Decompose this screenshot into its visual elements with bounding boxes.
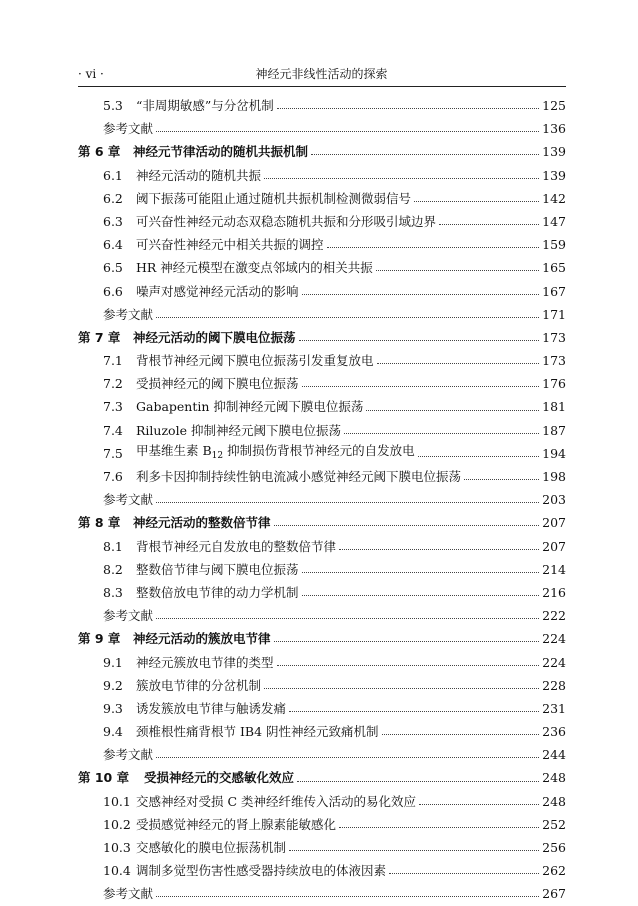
toc-entry-page: 248 (542, 793, 566, 809)
dot-leader (274, 525, 540, 526)
dot-leader (366, 410, 539, 411)
dot-leader (327, 247, 540, 248)
toc-entry-number: 7.6 (103, 469, 123, 484)
dot-leader (339, 827, 539, 828)
toc-section-entry[interactable] (78, 859, 566, 882)
running-header (78, 66, 565, 82)
toc-entry-page: 139 (542, 167, 566, 183)
toc-entry-title-text: 甲基维生素 B (136, 442, 212, 458)
dot-leader (464, 479, 539, 480)
dot-leader (297, 781, 539, 782)
toc-entry-number: 10.4 (103, 863, 131, 879)
toc-entry-title-text: 受损神经元的阈下膜电位振荡 (136, 376, 299, 392)
toc-entry-title (136, 535, 336, 558)
toc-entry-title (136, 187, 411, 210)
toc-section-entry[interactable] (78, 674, 566, 697)
toc-references-entry[interactable] (78, 303, 566, 326)
dot-leader (264, 688, 539, 689)
toc-entry-title (133, 140, 308, 163)
toc-entry-title (136, 372, 299, 395)
dot-leader (414, 201, 539, 202)
header-rule (78, 86, 566, 87)
toc-entry-title-text: 背根节神经元自发放电的整数倍节律 (136, 538, 337, 554)
toc-references-entry[interactable] (78, 743, 566, 766)
toc-entry-page: 187 (542, 422, 566, 438)
toc-entry-title-text: 整数倍放电节律的动力学机制 (136, 584, 299, 600)
dot-leader (289, 850, 539, 851)
dot-leader (302, 386, 540, 387)
toc-entry-title-text: 可兴奋性神经元动态双稳态随机共振和分形吸引域边界 (136, 213, 437, 229)
dot-leader (418, 456, 540, 457)
toc-entry-page: 139 (542, 144, 566, 160)
dot-leader (277, 665, 540, 666)
toc-entry-title (136, 558, 299, 581)
toc-entry-page: 171 (542, 306, 566, 322)
dot-leader (277, 108, 539, 109)
toc-entry-number: 6.3 (103, 213, 123, 229)
dot-leader (419, 804, 539, 805)
dot-leader (156, 131, 539, 132)
toc-entry-number: 7.2 (103, 376, 123, 392)
dot-leader (156, 896, 539, 897)
toc-entry-page: 244 (542, 747, 566, 763)
toc-section-entry[interactable] (78, 558, 566, 581)
toc-entry-page: 222 (542, 608, 566, 624)
toc-entry-page: 165 (542, 260, 566, 276)
toc-entry-page: 236 (542, 724, 566, 740)
toc-chapter-entry[interactable] (78, 140, 566, 163)
toc-entry-page: 228 (542, 677, 566, 693)
toc-entry-title (136, 674, 261, 697)
toc-entry-title (136, 859, 386, 882)
toc-entry-title-text: HR 神经元模型在激变点邻域内的相关共振 (136, 260, 373, 276)
dot-leader (339, 549, 539, 550)
toc-entry-page: 256 (542, 840, 566, 855)
toc-entry-number: 7.5 (103, 445, 123, 461)
page-number: · vi · (78, 67, 104, 81)
dot-leader (274, 641, 540, 642)
toc-section-entry[interactable] (78, 442, 566, 465)
toc-entry-title-text: Gabapentin 抑制神经元阈下膜电位振荡 (136, 399, 364, 415)
toc-entry-title (103, 604, 153, 627)
toc-entry-title (136, 697, 286, 720)
toc-entry-number: 第 10 章 (78, 770, 130, 786)
toc-section-entry[interactable] (78, 465, 566, 488)
table-of-contents (78, 94, 566, 906)
toc-entry-title (133, 511, 271, 534)
toc-entry-title-text: 阈下振荡可能阻止通过随机共振机制检测微弱信号 (136, 190, 412, 206)
toc-entry-number: 7.4 (103, 422, 123, 438)
toc-section-entry[interactable] (78, 790, 566, 813)
toc-section-entry[interactable] (78, 836, 566, 859)
toc-chapter-entry[interactable] (78, 511, 566, 534)
dot-leader (376, 270, 539, 271)
dot-leader (302, 572, 540, 573)
toc-entry-number: 10.1 (103, 793, 131, 809)
toc-entry-title (136, 94, 274, 117)
toc-entry-title-text: 参考文献 (103, 747, 154, 763)
toc-entry-title-text: 交感敏化的膜电位振荡机制 (136, 840, 287, 855)
toc-entry-title-continuation: 抑制损伤背根节神经元的自发放电 (223, 442, 415, 458)
toc-entry-title (103, 117, 153, 140)
toc-section-entry[interactable] (78, 697, 566, 720)
toc-entry-title (136, 581, 299, 604)
toc-entry-title-text: 噪声对感觉神经元活动的影响 (136, 283, 299, 299)
toc-references-entry[interactable] (78, 604, 566, 627)
toc-entry-page: 173 (542, 353, 566, 369)
dot-leader (389, 873, 539, 874)
toc-entry-title-text: 簇放电节律的分岔机制 (136, 677, 262, 693)
toc-section-entry[interactable] (78, 581, 566, 604)
toc-entry-title (136, 651, 274, 674)
toc-section-entry[interactable] (78, 813, 566, 836)
toc-entry-number: 9.3 (103, 700, 123, 716)
toc-entry-title-text: 神经元簇放电节律的类型 (136, 654, 274, 670)
toc-entry-number: 9.1 (103, 654, 123, 670)
dot-leader (289, 711, 539, 712)
toc-entry-title-text: 神经元活动的簇放电节律 (133, 631, 271, 647)
toc-entry-page: 214 (542, 561, 566, 577)
dot-leader (156, 317, 539, 318)
toc-entry-title-text: 可兴奋性神经元中相关共振的调控 (136, 237, 324, 253)
toc-references-entry[interactable] (78, 882, 566, 905)
toc-entry-page: 125 (542, 98, 566, 113)
toc-entry-title-text: 参考文献 (103, 121, 154, 137)
toc-section-entry[interactable] (78, 164, 566, 187)
toc-entry-number: 8.2 (103, 561, 123, 577)
toc-entry-page: 262 (542, 863, 566, 879)
toc-entry-title (136, 233, 324, 256)
book-title: 神经元非线性活动的探索 (255, 67, 388, 81)
toc-section-entry[interactable] (78, 395, 566, 418)
toc-entry-page: 147 (542, 213, 566, 229)
dot-leader (377, 363, 540, 364)
toc-entry-title (136, 280, 299, 303)
toc-section-entry[interactable] (78, 535, 566, 558)
toc-entry-page: 248 (542, 770, 566, 786)
toc-entry-number: 6.5 (103, 260, 123, 276)
toc-section-entry[interactable] (78, 651, 566, 674)
toc-entry-title-text: 整数倍节律与阈下膜电位振荡 (136, 561, 299, 577)
toc-entry-title-text: 颈椎根性痛背根节 IB4 阴性神经元致痛机制 (136, 724, 379, 740)
toc-section-entry[interactable] (78, 372, 566, 395)
toc-entry-page: 207 (542, 515, 566, 531)
toc-entry-number: 10.3 (103, 840, 131, 855)
toc-chapter-entry[interactable] (78, 766, 566, 789)
toc-section-entry[interactable] (78, 233, 566, 256)
toc-entry-title (103, 743, 153, 766)
toc-entry-number: 6.1 (103, 167, 123, 183)
toc-section-entry[interactable] (78, 210, 566, 233)
toc-entry-title-subscript: 12 (211, 450, 224, 461)
toc-entry-number: 第 7 章 (78, 329, 121, 345)
toc-entry-page: 252 (542, 816, 566, 832)
toc-entry-number: 6.2 (103, 190, 123, 206)
toc-section-entry[interactable] (78, 94, 566, 117)
toc-chapter-entry[interactable] (78, 627, 566, 650)
toc-entry-number: 第 8 章 (78, 515, 121, 531)
toc-section-entry[interactable] (78, 280, 566, 303)
toc-entry-page: 176 (542, 376, 566, 392)
toc-entry-title-text: 背根节神经元阈下膜电位振荡引发重复放电 (136, 353, 374, 369)
toc-entry-title (136, 256, 373, 279)
dot-leader (156, 502, 539, 503)
toc-entry-page: 173 (542, 329, 566, 345)
toc-entry-number: 9.4 (103, 724, 123, 740)
toc-entry-title-text: 利多卡因抑制持续性钠电流减小感觉神经元阈下膜电位振荡 (136, 469, 462, 484)
toc-entry-title-text: 神经元活动的随机共振 (136, 167, 262, 183)
toc-entry-number: 6.6 (103, 283, 123, 299)
toc-entry-title (144, 766, 294, 789)
toc-section-entry[interactable] (78, 187, 566, 210)
toc-entry-page: 231 (542, 700, 566, 716)
toc-entry-title (136, 836, 286, 859)
toc-entry-title-text: Riluzole 抑制神经元阈下膜电位振荡 (136, 422, 341, 438)
toc-section-entry[interactable] (78, 349, 566, 372)
toc-entry-page: 207 (542, 538, 566, 554)
toc-entry-number: 8.3 (103, 584, 123, 600)
toc-section-entry[interactable] (78, 720, 566, 743)
toc-references-entry[interactable] (78, 117, 566, 140)
toc-entry-title-text: “非周期敏感”与分岔机制 (136, 98, 274, 113)
toc-entry-title (136, 720, 379, 743)
toc-entry-page: 167 (542, 283, 566, 299)
toc-entry-title-text: 参考文献 (103, 306, 154, 322)
toc-entry-title-text: 受损感觉神经元的肾上腺素能敏感化 (136, 816, 337, 832)
toc-entry-page: 203 (542, 492, 566, 508)
toc-entry-page: 224 (542, 654, 566, 670)
toc-entry-title (136, 210, 436, 233)
toc-entry-number: 第 9 章 (78, 631, 121, 647)
toc-entry-page: 224 (542, 631, 566, 647)
toc-entry-page: 198 (542, 469, 566, 484)
toc-entry-page: 142 (542, 190, 566, 206)
toc-entry-title-text: 神经元活动的整数倍节律 (133, 515, 271, 531)
toc-entry-page: 267 (542, 886, 566, 902)
toc-entry-title-text: 参考文献 (103, 492, 154, 508)
toc-entry-page: 136 (542, 121, 566, 137)
toc-entry-title (133, 326, 296, 349)
dot-leader (156, 618, 539, 619)
toc-entry-number: 7.3 (103, 399, 123, 415)
toc-references-entry[interactable] (78, 488, 566, 511)
toc-entry-title (136, 813, 336, 836)
toc-entry-title (136, 439, 415, 468)
toc-entry-title-text: 参考文献 (103, 886, 154, 902)
toc-entry-title-text: 神经元活动的阈下膜电位振荡 (133, 329, 296, 345)
toc-entry-title (136, 395, 363, 418)
toc-entry-page: 216 (542, 584, 566, 600)
toc-entry-title (136, 465, 461, 488)
dot-leader (344, 433, 539, 434)
dot-leader (299, 340, 540, 341)
dot-leader (439, 224, 539, 225)
toc-entry-page: 181 (542, 399, 566, 415)
toc-entry-number: 第 6 章 (78, 144, 121, 160)
toc-entry-title-text: 诱发簇放电节律与触诱发痛 (136, 700, 287, 716)
toc-entry-page: 159 (542, 237, 566, 253)
toc-entry-number: 8.1 (103, 538, 123, 554)
toc-entry-number: 9.2 (103, 677, 123, 693)
toc-entry-title (136, 790, 416, 813)
toc-entry-title-text: 交感神经对受损 C 类神经纤维传入活动的易化效应 (136, 793, 417, 809)
toc-entry-title-text: 调制多觉型伤害性感受器持续放电的体液因素 (136, 863, 387, 879)
toc-entry-number: 6.4 (103, 237, 123, 253)
toc-entry-title-text: 神经元节律活动的随机共振机制 (133, 144, 309, 160)
toc-entry-number: 10.2 (103, 816, 131, 832)
toc-entry-number: 7.1 (103, 353, 123, 369)
toc-entry-title (136, 164, 261, 187)
toc-entry-title-text: 受损神经元的交感敏化效应 (144, 770, 295, 786)
toc-entry-title (103, 882, 153, 905)
dot-leader (156, 757, 539, 758)
dot-leader (302, 294, 540, 295)
toc-entry-title-text: 参考文献 (103, 608, 154, 624)
toc-entry-title (133, 627, 271, 650)
toc-section-entry[interactable] (78, 256, 566, 279)
dot-leader (302, 595, 540, 596)
toc-chapter-entry[interactable] (78, 326, 566, 349)
dot-leader (382, 734, 540, 735)
toc-entry-title (103, 488, 153, 511)
toc-entry-title (103, 303, 153, 326)
dot-leader (264, 178, 539, 179)
toc-entry-title (136, 349, 374, 372)
toc-entry-number: 5.3 (103, 98, 123, 113)
toc-entry-page: 194 (542, 445, 566, 461)
dot-leader (311, 154, 539, 155)
